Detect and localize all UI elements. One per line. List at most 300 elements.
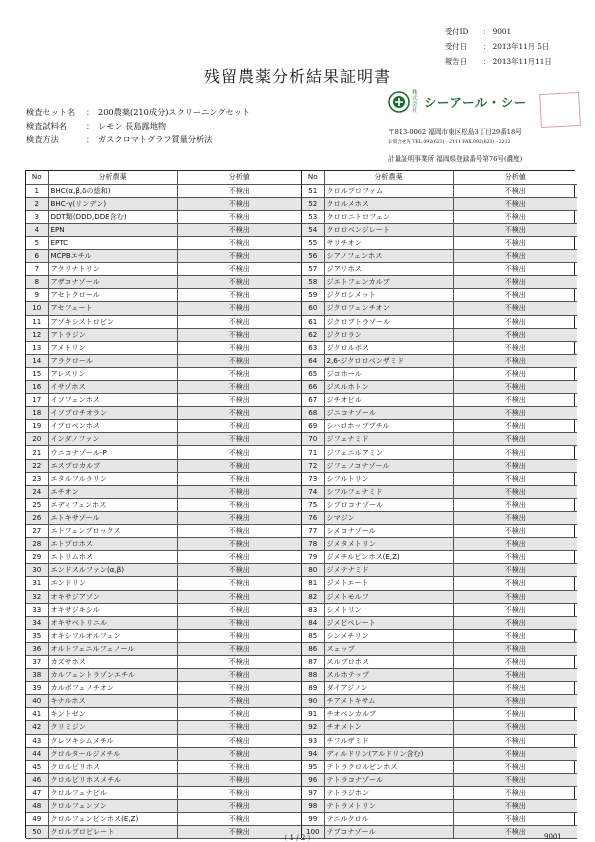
info-colon: ：: [86, 107, 95, 117]
table-row: [26, 695, 301, 708]
table-row: [302, 223, 577, 236]
row-number: 81: [302, 577, 324, 590]
row-number: 67: [302, 394, 324, 407]
pesticide-name: DDT類(DDD,DDE含む): [48, 210, 177, 223]
analysis-value: 不検出: [177, 760, 301, 773]
table-row: [302, 498, 577, 511]
analysis-value: 不検出: [177, 485, 301, 498]
analysis-value: 不検出: [177, 564, 301, 577]
table-row: [302, 394, 577, 407]
analysis-value: 不検出: [453, 813, 577, 826]
table-row: [26, 459, 301, 472]
pesticide-name: エトキサゾール: [48, 511, 177, 524]
analysis-value: 不検出: [177, 511, 301, 524]
pesticide-name: カルフェントラゾンエチル: [48, 669, 177, 682]
pesticide-name: エタルフルラリン: [48, 472, 177, 485]
table-row: [26, 276, 301, 289]
analysis-value: 不検出: [453, 498, 577, 511]
pesticide-name: シフルフェナミド: [324, 485, 453, 498]
pesticide-name: アレスリン: [48, 367, 177, 380]
row-number: 57: [302, 263, 324, 276]
pesticide-name: シメコナゾール: [324, 525, 453, 538]
pesticide-name: クリミジン: [48, 721, 177, 734]
pesticide-name: ジメピペレート: [324, 616, 453, 629]
table-row: [26, 642, 301, 655]
pesticide-name: クレソキシムメチル: [48, 734, 177, 747]
table-row: [26, 721, 301, 734]
pesticide-name: エトプロホス: [48, 538, 177, 551]
pesticide-name: ディルドリン(アルドリン含む): [324, 747, 453, 760]
analysis-value: 不検出: [453, 655, 577, 668]
row-number: 41: [26, 708, 48, 721]
table-row: [26, 525, 301, 538]
table-row: [26, 538, 301, 551]
row-number: 40: [26, 695, 48, 708]
row-number: 68: [302, 407, 324, 420]
inspection-info: [26, 106, 250, 147]
table-row: [302, 302, 577, 315]
analysis-value: 不検出: [177, 289, 301, 302]
pesticide-name: チオベンカルブ: [324, 708, 453, 721]
table-row: [26, 616, 301, 629]
table-row: [302, 328, 577, 341]
pesticide-name: シハロホップブチル: [324, 420, 453, 433]
table-row: [26, 747, 301, 760]
row-number: 93: [302, 734, 324, 747]
info-value: 200農薬(210成分)スクリーニングセット: [98, 107, 251, 117]
analysis-value: 不検出: [453, 590, 577, 603]
analysis-value: 不検出: [177, 708, 301, 721]
analysis-value: 不検出: [453, 250, 577, 263]
row-number: 98: [302, 800, 324, 813]
table-row: [302, 734, 577, 747]
pesticide-name: クロルプロピレート: [48, 826, 177, 839]
analysis-value: 不検出: [177, 642, 301, 655]
analysis-value: 不検出: [453, 289, 577, 302]
table-row: [26, 250, 301, 263]
table-row: [302, 564, 577, 577]
analysis-value: 不検出: [453, 433, 577, 446]
analysis-value: 不検出: [453, 551, 577, 564]
table-row: [26, 302, 301, 315]
results-table-right: [302, 171, 577, 839]
row-number: 6: [26, 250, 48, 263]
analysis-value: 不検出: [453, 786, 577, 799]
pesticide-name: アメトリン: [48, 341, 177, 354]
header-no: No: [302, 171, 324, 184]
meta-label: 受付日: [445, 42, 467, 51]
analysis-value: 不検出: [177, 695, 301, 708]
analysis-value: 不検出: [453, 642, 577, 655]
analysis-value: 不検出: [177, 433, 301, 446]
analysis-value: 不検出: [177, 800, 301, 813]
page-number: （ 1 / 2 ）: [280, 834, 315, 842]
analysis-value: 不検出: [177, 236, 301, 249]
analysis-value: 不検出: [453, 695, 577, 708]
analysis-value: 不検出: [177, 210, 301, 223]
pesticide-name: シプロコナゾール: [324, 498, 453, 511]
analysis-value: 不検出: [177, 328, 301, 341]
row-number: 55: [302, 236, 324, 249]
analysis-value: 不検出: [177, 263, 301, 276]
pesticide-name: オキサジキシル: [48, 603, 177, 616]
row-number: 76: [302, 511, 324, 524]
table-row: [26, 184, 301, 197]
row-number: 34: [26, 616, 48, 629]
table-row: [26, 407, 301, 420]
row-number: 86: [302, 642, 324, 655]
row-number: 52: [302, 197, 324, 210]
pesticide-name: ジメトエート: [324, 577, 453, 590]
analysis-value: 不検出: [453, 472, 577, 485]
table-row: [26, 590, 301, 603]
analysis-value: 不検出: [453, 708, 577, 721]
row-number: 42: [26, 721, 48, 734]
pesticide-name: ジメタメトリン: [324, 538, 453, 551]
pesticide-name: カズサホス: [48, 655, 177, 668]
row-number: 7: [26, 263, 48, 276]
pesticide-name: シフルトリン: [324, 472, 453, 485]
row-number: 25: [26, 498, 48, 511]
pesticide-name: エンドスルファン(α,β): [48, 564, 177, 577]
row-number: 51: [302, 184, 324, 197]
pesticide-name: ジクロブトラゾール: [324, 315, 453, 328]
table-row: [26, 511, 301, 524]
table-row: [26, 813, 301, 826]
analysis-value: 不検出: [453, 511, 577, 524]
row-number: 90: [302, 695, 324, 708]
pesticide-name: ダイアジノン: [324, 682, 453, 695]
row-number: 64: [302, 354, 324, 367]
pesticide-name: スルプロホス: [324, 655, 453, 668]
table-row: [302, 773, 577, 786]
header-value: 分析値: [177, 171, 301, 184]
pesticide-name: アラクロール: [48, 354, 177, 367]
pesticide-name: クロルフェナピル: [48, 786, 177, 799]
company-name: シーアール・シー: [424, 95, 527, 110]
pesticide-name: ジニコナゾール: [324, 407, 453, 420]
row-number: 54: [302, 223, 324, 236]
pesticide-name: アトラジン: [48, 328, 177, 341]
table-row: [26, 734, 301, 747]
row-number: 36: [26, 642, 48, 655]
table-row: [302, 420, 577, 433]
table-header-row: [26, 171, 301, 184]
analysis-value: 不検出: [177, 381, 301, 394]
table-row: [302, 525, 577, 538]
pesticide-name: エディフェンホス: [48, 498, 177, 511]
table-row: [302, 315, 577, 328]
table-row: [302, 747, 577, 760]
pesticide-name: ジクロラン: [324, 328, 453, 341]
row-number: 79: [302, 551, 324, 564]
row-number: 92: [302, 721, 324, 734]
table-row: [26, 669, 301, 682]
pesticide-name: テニルクロル: [324, 813, 453, 826]
analysis-value: 不検出: [177, 420, 301, 433]
results-table: [25, 170, 575, 838]
analysis-value: 不検出: [177, 367, 301, 380]
pesticide-name: クロロニトロフェン: [324, 210, 453, 223]
row-number: 1: [26, 184, 48, 197]
row-number: 3: [26, 210, 48, 223]
pesticide-name: チオメトン: [324, 721, 453, 734]
pesticide-name: BHC(α,β,δの総和): [48, 184, 177, 197]
meta-label: 受付ID: [445, 27, 469, 36]
row-number: 47: [26, 786, 48, 799]
row-number: 8: [26, 276, 48, 289]
row-number: 14: [26, 354, 48, 367]
report-meta: [445, 24, 552, 69]
analysis-value: 不検出: [453, 381, 577, 394]
pesticide-name: ジフェニルアミン: [324, 446, 453, 459]
row-number: 61: [302, 315, 324, 328]
header-no: No: [26, 171, 48, 184]
pesticide-name: MCPBエチル: [48, 250, 177, 263]
analysis-value: 不検出: [177, 551, 301, 564]
row-number: 46: [26, 773, 48, 786]
row-number: 80: [302, 564, 324, 577]
pesticide-name: ジコホール: [324, 367, 453, 380]
row-number: 66: [302, 381, 324, 394]
analysis-value: 不検出: [453, 629, 577, 642]
table-row: [26, 433, 301, 446]
header-value: 分析値: [453, 171, 577, 184]
table-row: [302, 210, 577, 223]
analysis-value: 不検出: [453, 747, 577, 760]
row-number: 21: [26, 446, 48, 459]
row-number: 15: [26, 367, 48, 380]
table-row: [302, 289, 577, 302]
row-number: 49: [26, 813, 48, 826]
pesticide-name: チフルザミド: [324, 734, 453, 747]
pesticide-name: エスプロカルブ: [48, 459, 177, 472]
table-row: [26, 498, 301, 511]
pesticide-name: オキシフルオルフェン: [48, 629, 177, 642]
row-number: 65: [302, 367, 324, 380]
row-number: 38: [26, 669, 48, 682]
row-number: 73: [302, 472, 324, 485]
pesticide-name: ジメトモルフ: [324, 590, 453, 603]
analysis-value: 不検出: [177, 446, 301, 459]
analysis-value: 不検出: [453, 669, 577, 682]
analysis-value: 不検出: [177, 603, 301, 616]
info-colon: ：: [86, 134, 95, 144]
analysis-value: 不検出: [177, 341, 301, 354]
analysis-value: 不検出: [177, 538, 301, 551]
row-number: 62: [302, 328, 324, 341]
pesticide-name: 2,6-ジクロロベンザミド: [324, 354, 453, 367]
analysis-value: 不検出: [177, 525, 301, 538]
row-number: 31: [26, 577, 48, 590]
results-column-left: [26, 171, 301, 837]
pesticide-name: キナルホス: [48, 695, 177, 708]
pesticide-name: エトリムホス: [48, 551, 177, 564]
analysis-value: 不検出: [177, 354, 301, 367]
row-number: 19: [26, 420, 48, 433]
table-row: [26, 328, 301, 341]
pesticide-name: EPTC: [48, 236, 177, 249]
row-number: 60: [302, 302, 324, 315]
row-number: 72: [302, 459, 324, 472]
pesticide-name: インダノファン: [48, 433, 177, 446]
analysis-value: 不検出: [453, 800, 577, 813]
pesticide-name: イプロベンホス: [48, 420, 177, 433]
analysis-value: 不検出: [177, 498, 301, 511]
table-row: [302, 184, 577, 197]
table-row: [302, 603, 577, 616]
row-number: 74: [302, 485, 324, 498]
analysis-value: 不検出: [453, 420, 577, 433]
info-label: 検査セット名: [26, 107, 76, 117]
pesticide-name: シメトリン: [324, 603, 453, 616]
row-number: 63: [302, 341, 324, 354]
pesticide-name: ジクロフェンチオン: [324, 302, 453, 315]
company-address: 〒813-0062 福岡市東区松島3丁目29番18号: [388, 128, 522, 136]
pesticide-name: チアメトキサム: [324, 695, 453, 708]
table-row: [26, 760, 301, 773]
table-row: [302, 813, 577, 826]
row-number: 69: [302, 420, 324, 433]
row-number: 77: [302, 525, 324, 538]
table-row: [26, 197, 301, 210]
table-row: [26, 629, 301, 642]
table-row: [26, 223, 301, 236]
table-header-row: [302, 171, 577, 184]
row-number: 29: [26, 551, 48, 564]
table-row: [26, 577, 301, 590]
table-row: [302, 590, 577, 603]
pesticide-name: ジメテナミド: [324, 564, 453, 577]
pesticide-name: ジアリホス: [324, 263, 453, 276]
table-row: [302, 538, 577, 551]
pesticide-name: クロルフェンソン: [48, 800, 177, 813]
table-row: [26, 485, 301, 498]
meta-label: 報告日: [445, 57, 467, 66]
row-number: 11: [26, 315, 48, 328]
analysis-value: 不検出: [453, 446, 577, 459]
table-row: [26, 315, 301, 328]
analysis-value: 不検出: [453, 721, 577, 734]
pesticide-name: ウニコナゾール-P: [48, 446, 177, 459]
analysis-value: 不検出: [177, 223, 301, 236]
row-number: 24: [26, 485, 48, 498]
table-row: [302, 263, 577, 276]
row-number: 39: [26, 682, 48, 695]
pesticide-name: サリチオン: [324, 236, 453, 249]
table-row: [26, 420, 301, 433]
analysis-value: 不検出: [177, 472, 301, 485]
pesticide-name: テブコナゾール: [324, 826, 453, 839]
table-row: [302, 642, 577, 655]
analysis-value: 不検出: [453, 302, 577, 315]
row-number: 43: [26, 734, 48, 747]
analysis-value: 不検出: [453, 564, 577, 577]
analysis-value: 不検出: [177, 302, 301, 315]
company-logo: [388, 90, 527, 114]
table-row: [302, 800, 577, 813]
row-number: 44: [26, 747, 48, 760]
table-row: [26, 341, 301, 354]
pesticide-name: カルボフェノチオン: [48, 682, 177, 695]
row-number: 30: [26, 564, 48, 577]
table-row: [302, 616, 577, 629]
row-number: 85: [302, 629, 324, 642]
pesticide-name: クロルメホス: [324, 197, 453, 210]
certificate-number: 計量証明事業所 福岡県登録番号第76号(濃度): [388, 155, 523, 163]
table-row: [26, 446, 301, 459]
analysis-value: 不検出: [453, 577, 577, 590]
analysis-value: 不検出: [453, 315, 577, 328]
pesticide-name: アクリナトリン: [48, 263, 177, 276]
table-row: [302, 459, 577, 472]
pesticide-name: オキサベトリニル: [48, 616, 177, 629]
analysis-value: 不検出: [177, 394, 301, 407]
analysis-value: 不検出: [177, 747, 301, 760]
pesticide-name: クロルプロファム: [324, 184, 453, 197]
analysis-value: 不検出: [177, 197, 301, 210]
row-number: 89: [302, 682, 324, 695]
row-number: 20: [26, 433, 48, 446]
table-row: [302, 407, 577, 420]
table-row: [26, 551, 301, 564]
table-row: [26, 236, 301, 249]
pesticide-name: オルトフェニルフェノール: [48, 642, 177, 655]
table-row: [26, 708, 301, 721]
pesticide-name: スルホテップ: [324, 669, 453, 682]
table-row: [302, 367, 577, 380]
row-number: 12: [26, 328, 48, 341]
row-number: 95: [302, 760, 324, 773]
pesticide-name: テトラジホン: [324, 786, 453, 799]
analysis-value: 不検出: [177, 407, 301, 420]
row-number: 22: [26, 459, 48, 472]
table-row: [26, 800, 301, 813]
pesticide-name: アセトクロール: [48, 289, 177, 302]
row-number: 96: [302, 773, 324, 786]
row-number: 71: [302, 446, 324, 459]
table-row: [302, 433, 577, 446]
row-number: 4: [26, 223, 48, 236]
row-number: 33: [26, 603, 48, 616]
results-table-left: [26, 171, 301, 839]
table-row: [302, 250, 577, 263]
table-row: [26, 354, 301, 367]
row-number: 13: [26, 341, 48, 354]
row-number: 2: [26, 197, 48, 210]
company-contact: お問合せ先 TEL.092(623)－2111 FAX.092(623)－2212: [388, 140, 511, 145]
row-number: 17: [26, 394, 48, 407]
analysis-value: 不検出: [177, 669, 301, 682]
pesticide-name: クロロベンジレート: [324, 223, 453, 236]
row-number: 100: [302, 826, 324, 839]
table-row: [302, 695, 577, 708]
analysis-value: 不検出: [453, 616, 577, 629]
analysis-value: 不検出: [177, 459, 301, 472]
table-row: [302, 354, 577, 367]
analysis-value: 不検出: [453, 394, 577, 407]
row-number: 58: [302, 276, 324, 289]
row-number: 78: [302, 538, 324, 551]
row-number: 35: [26, 629, 48, 642]
table-row: [302, 721, 577, 734]
analysis-value: 不検出: [453, 210, 577, 223]
pesticide-name: クロルピリホスメチル: [48, 773, 177, 786]
row-number: 82: [302, 590, 324, 603]
row-number: 99: [302, 813, 324, 826]
row-number: 83: [302, 603, 324, 616]
analysis-value: 不検出: [453, 459, 577, 472]
